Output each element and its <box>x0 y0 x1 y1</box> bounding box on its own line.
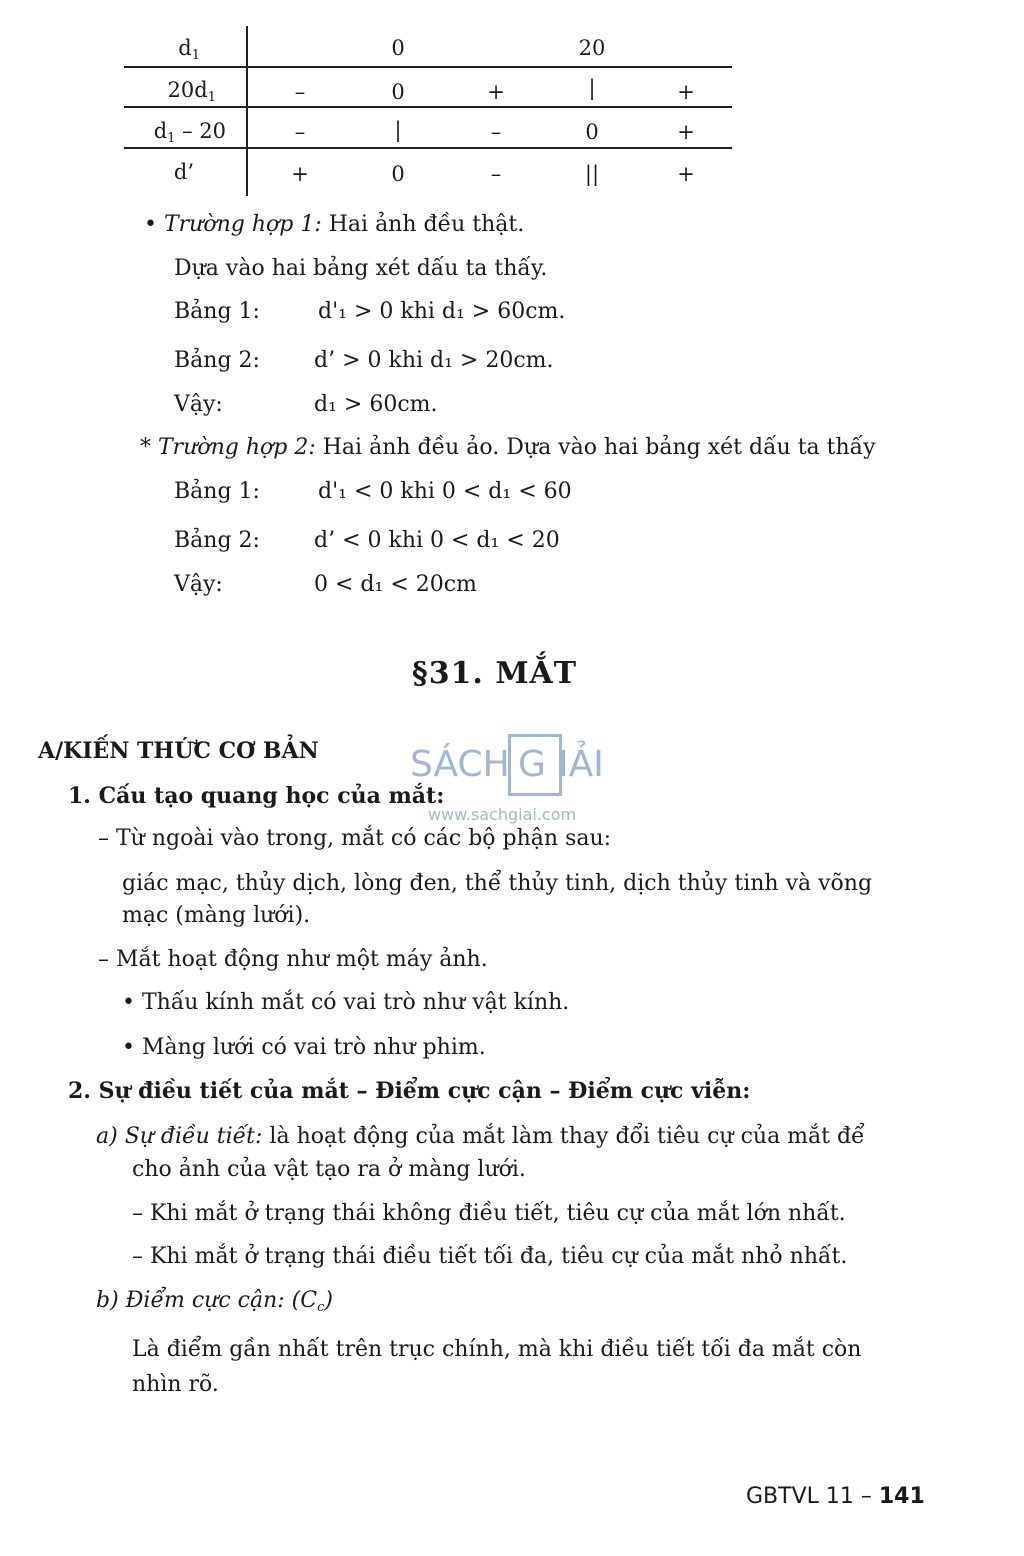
bullet: * <box>140 435 151 460</box>
s1-item: – Mắt hoạt động như một máy ảnh. <box>98 947 488 972</box>
case2-label: Bảng 1: <box>174 479 260 504</box>
table-cell: – <box>294 120 306 144</box>
page-footer <box>746 1484 925 1509</box>
s2-b-text: Là điểm gần nhất trên trục chính, mà khi điều tiết tối đa mắt còn <box>132 1337 862 1362</box>
table-cell: 0 <box>391 162 405 186</box>
s2-b-text2: nhìn rõ. <box>132 1372 219 1397</box>
s1-item: mạc (màng lưới). <box>122 903 311 928</box>
case2-math: d’ < 0 khi 0 < d₁ < 20 <box>314 528 560 553</box>
case1-title: Trường hợp 1: <box>163 212 322 237</box>
watermark-url: www.sachgiai.com <box>428 805 577 824</box>
s1-item: giác mạc, thủy dịch, lòng đen, thể thủy tinh, dịch thủy tinh và võng <box>122 871 873 896</box>
s2-heading: 2. Sự điều tiết của mắt – Điểm cực cận – Điểm cực viễn: <box>68 1078 751 1104</box>
watermark-brand-letter: G <box>518 744 546 785</box>
s2-a-text: là hoạt động của mắt làm thay đổi tiêu cự của mắt để <box>269 1124 865 1149</box>
part-a-heading: A/KIẾN THỨC CƠ BẢN <box>38 738 319 764</box>
s1-heading: 1. Cấu tạo quang học của mắt: <box>68 783 445 809</box>
table-row-label: $20d_1$ <box>167 78 216 105</box>
table-cell: || <box>584 162 600 186</box>
table-cell: 0 <box>391 36 405 60</box>
table-row-label: d’ <box>173 160 194 184</box>
table-cell: + <box>677 162 695 186</box>
watermark-brand-right: IẢI <box>558 744 604 785</box>
case1-label: Vậy: <box>174 392 223 417</box>
case1-label: Bảng 1: <box>174 299 260 324</box>
s2-a-label: a) Sự điều tiết: <box>96 1124 263 1149</box>
case2-label: Bảng 2: <box>174 528 260 553</box>
case1-math: d’ > 0 khi d₁ > 20cm. <box>314 348 554 373</box>
table-cell: + <box>291 162 309 186</box>
table-row-label: $d_1 - 20$ <box>153 119 226 146</box>
s1-item: – Từ ngoài vào trong, mắt có các bộ phận sau: <box>98 826 612 851</box>
table-row-rule <box>124 106 732 108</box>
s2-b-label: b) Điểm cực cận: $(C_c)$ <box>96 1288 333 1315</box>
case2-math: 0 < d₁ < 20cm <box>314 572 477 597</box>
s2-a-item: – Khi mắt ở trạng thái không điều tiết, tiêu cự của mắt lớn nhất. <box>132 1201 846 1226</box>
s1-item: • Màng lưới có vai trò như phim. <box>122 1035 486 1060</box>
table-cell: 20 <box>578 36 606 60</box>
case1-intro: Dựa vào hai bảng xét dấu ta thấy. <box>174 256 548 281</box>
table-cell: – <box>294 80 306 104</box>
section-title: §31. MẮT <box>412 656 578 691</box>
case2-label: Vậy: <box>174 572 223 597</box>
case2-math: d'₁ < 0 khi 0 < d₁ < 60 <box>318 479 572 504</box>
table-cell: 0 <box>585 120 599 144</box>
table-row-label: $d_1$ <box>178 36 200 63</box>
table-cell: – <box>490 162 502 186</box>
table-cell: + <box>677 120 695 144</box>
s1-item: • Thấu kính mắt có vai trò như vật kính. <box>122 990 570 1015</box>
case1-heading <box>144 212 524 237</box>
page-number: 141 <box>878 1484 925 1509</box>
book-code: GBTVL 11 – <box>746 1484 872 1509</box>
case1-math: d'₁ > 0 khi d₁ > 60cm. <box>318 299 566 324</box>
table-cell: | <box>394 118 402 142</box>
case1-text: Hai ảnh đều thật. <box>328 212 525 237</box>
table-cell: + <box>677 80 695 104</box>
case1-label: Bảng 2: <box>174 348 260 373</box>
case2-title: Trường hợp 2: <box>158 435 316 460</box>
table-cell: | <box>588 76 596 100</box>
table-cell: 0 <box>391 80 405 104</box>
s2-a-item: – Khi mắt ở trạng thái điều tiết tối đa, tiêu cự của mắt nhỏ nhất. <box>132 1244 848 1269</box>
s2-a-text2: cho ảnh của vật tạo ra ở màng lưới. <box>132 1157 526 1182</box>
s2-a-line <box>96 1124 865 1149</box>
watermark-brand-left: SÁCH <box>410 744 510 785</box>
table-row-rule <box>124 66 732 68</box>
table-row-rule <box>124 147 732 149</box>
case2-heading <box>140 435 876 460</box>
case2-text: Hai ảnh đều ảo. Dựa vào hai bảng xét dấu ta thấy <box>322 435 876 460</box>
table-cell: + <box>487 80 505 104</box>
bullet: • <box>144 212 157 237</box>
case1-math: d₁ > 60cm. <box>314 392 438 417</box>
table-cell: – <box>490 120 502 144</box>
table-vertical-rule <box>246 26 248 196</box>
